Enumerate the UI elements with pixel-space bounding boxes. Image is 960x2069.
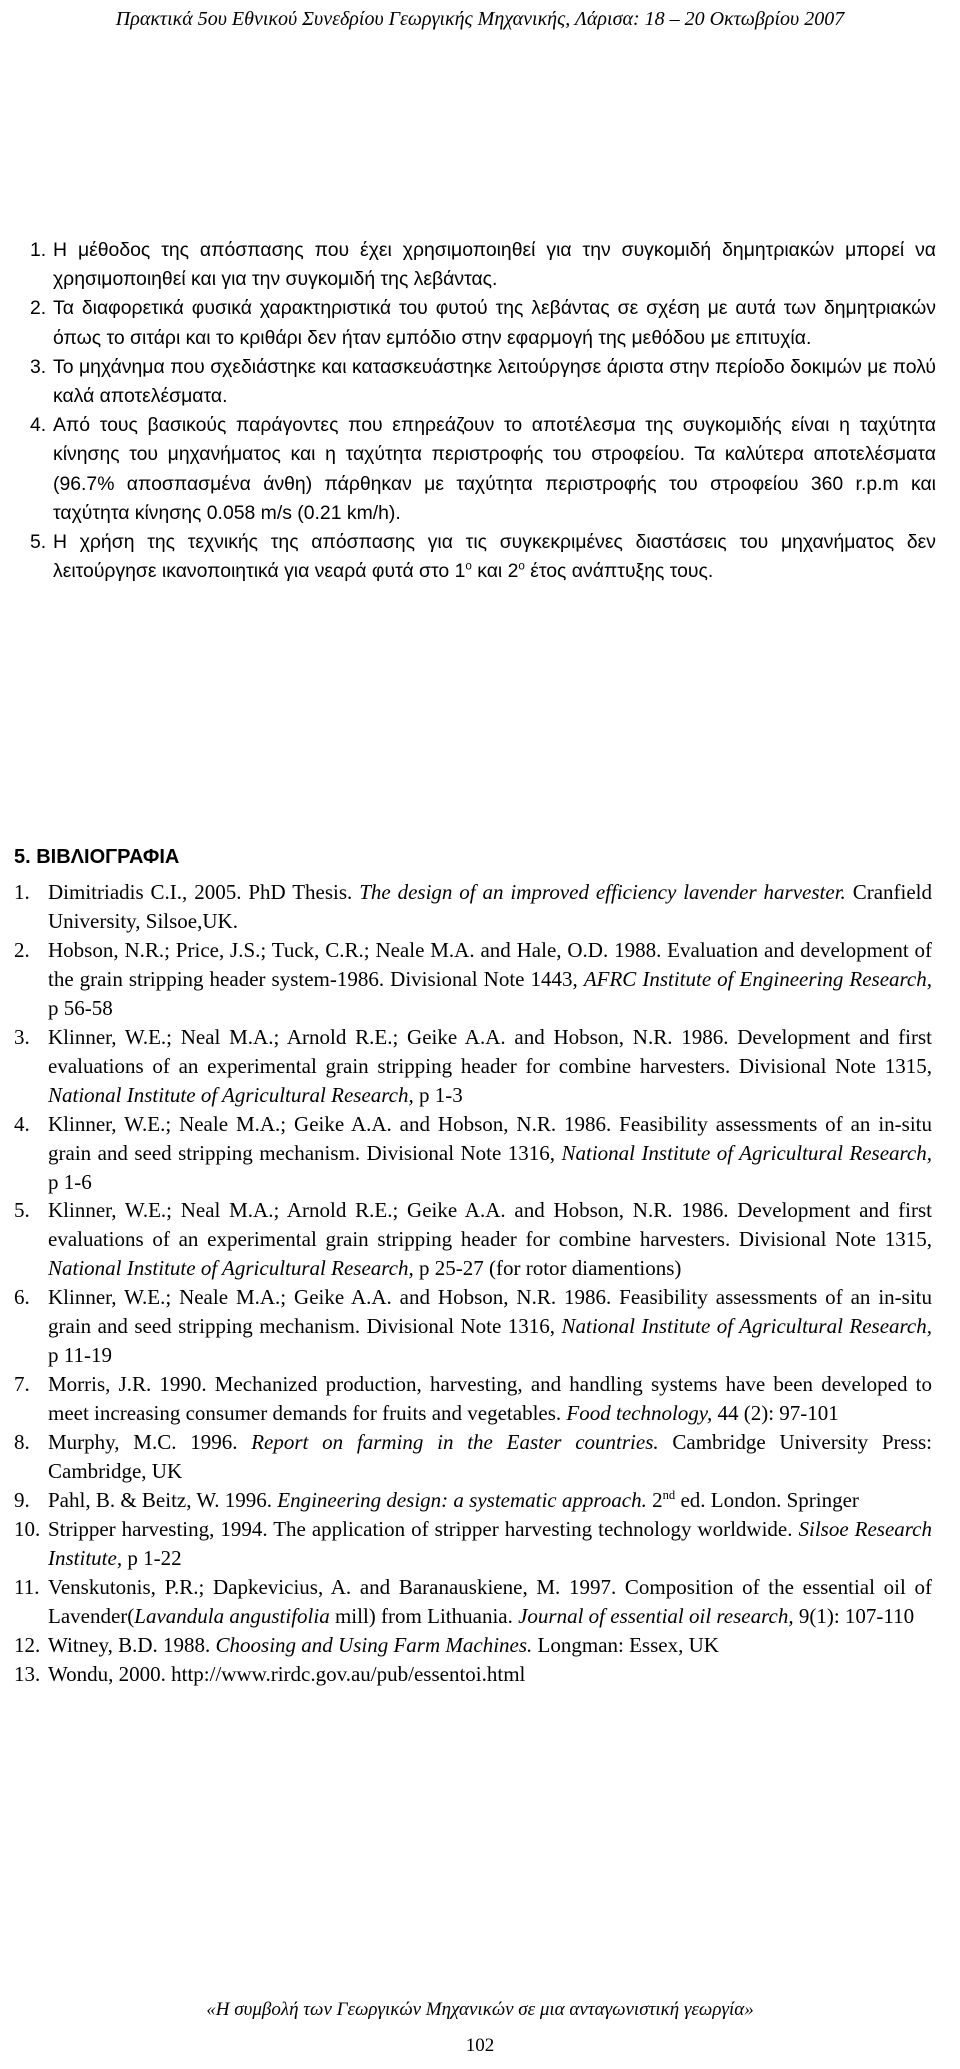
reference-text: Murphy, M.C. 1996. Report on farming in the Easter countries. Cambridge University Press: Cambridge, UK [48, 1430, 933, 1484]
reference-item [14, 1631, 932, 1660]
reference-item [14, 1023, 932, 1110]
reference-number: 12. [14, 1632, 41, 1657]
reference-number: 4. [14, 1111, 30, 1136]
reference-number: 5. [14, 1198, 30, 1223]
reference-item [14, 1196, 932, 1283]
reference-item [14, 1428, 932, 1486]
conclusion-item [30, 411, 936, 528]
reference-text: Hobson, N.R.; Price, J.S.; Tuck, C.R.; Neale M.A. and Hale, O.D. 1988. Evaluation and development of the grain stripping header system-1986. Divisional Note 1443, AFRC Institute of Engineering Research, p 56-58 [48, 937, 932, 1020]
reference-text: Venskutonis, P.R.; Dapkevicius, A. and Baranauskiene, M. 1997. Composition of the essential oil of Lavender(Lavandula angustifolia mill) from Lithuania. Journal of essential oil research, 9(1): 107-110 [48, 1574, 932, 1628]
conclusion-text: Από τους βασικούς παράγοντες που επηρεάζουν το αποτέλεσμα της συγκομιδής είναι η ταχύτητα κίνησης του μηχανήματος και η ταχύτητα περιστροφής του στροφείου. Τα καλύτερα αποτελέσματα (96.7% αποσπασμένα άνθη) πάρθηκαν με ταχύτητα περιστροφής του στροφείου 360 r.p.m και ταχύτητα κίνησης 0.058 m/s (0.21 km/h). [53, 414, 936, 524]
conclusion-number: 2. [30, 297, 47, 320]
reference-item [14, 1515, 932, 1573]
reference-text: Klinner, W.E.; Neale M.A.; Geike A.A. and Hobson, N.R. 1986. Feasibility assessments of an in-situ grain and seed stripping mechanism. Divisional Note 1316, National Institute of Agricultural Research, p 1-6 [48, 1111, 932, 1194]
running-footer: «Η συμβολή των Γεωργικών Μηχανικών σε μια ανταγωνιστική γεωργία» [206, 1999, 754, 2020]
reference-text: Klinner, W.E.; Neal M.A.; Arnold R.E.; Geike A.A. and Hobson, N.R. 1986. Development and first evaluations of an experimental grain stripping header for combine harvesters. Divisional Note 1315, National Institute of Agricultural Research, p 1-3 [48, 1024, 932, 1107]
reference-item [14, 878, 932, 936]
conclusions-list [30, 236, 936, 586]
reference-number: 1. [14, 880, 30, 904]
reference-text: Wondu, 2000. http://www.rirdc.gov.au/pub/essentoi.html [48, 1661, 526, 1686]
reference-item [14, 1486, 932, 1515]
conclusion-item [30, 294, 936, 352]
conclusion-text: Τα διαφορετικά φυσικά χαρακτηριστικά του φυτού της λεβάντας σε σχέση με αυτά των δημητριακών όπως το σιτάρι και το κριθάρι δεν ήταν εμπόδιο στην εφαρμογή της μεθόδου με επιτυχία. [53, 297, 936, 349]
conclusion-item [30, 236, 936, 294]
conclusion-number: 4. [30, 414, 47, 437]
reference-text: Klinner, W.E.; Neal M.A.; Arnold R.E.; Geike A.A. and Hobson, N.R. 1986. Development and first evaluations of an experimental grain stripping header for combine harvesters. Divisional Note 1315, National Institute of Agricultural Research, p 25-27 (for rotor diamentions) [48, 1198, 932, 1281]
ordinal-superscript: nd [662, 1488, 676, 1503]
reference-item [14, 1110, 932, 1197]
reference-text: Klinner, W.E.; Neale M.A.; Geike A.A. and Hobson, N.R. 1986. Feasibility assessments of an in-situ grain and seed stripping mechanism. Divisional Note 1316, National Institute of Agricultural Research, p 11-19 [48, 1285, 932, 1368]
reference-item [14, 1573, 932, 1631]
references-list [14, 878, 932, 1689]
reference-text: Stripper harvesting, 1994. The application of stripper harvesting technology worldwide. Silsoe Research Institute, p 1-22 [48, 1516, 932, 1570]
reference-number: 9. [14, 1488, 30, 1513]
reference-number: 7. [14, 1372, 30, 1397]
reference-item [14, 1283, 932, 1370]
reference-number: 3. [14, 1024, 30, 1049]
conclusion-number: 1. [30, 239, 47, 261]
conclusion-text: Το μηχάνημα που σχεδιάστηκε και κατασκευάστηκε λειτούργησε άριστα στην περίοδο δοκιμών με πολύ καλά αποτελέσματα. [53, 355, 936, 408]
references-heading: 5. ΒΙΒΛΙΟΓΡΑΦΙΑ [14, 846, 180, 868]
conclusion-item [30, 353, 936, 411]
reference-number: 2. [14, 937, 30, 962]
reference-number: 10. [14, 1516, 41, 1541]
conclusion-text: Η χρήση της τεχνικής της απόσπασης για τις συγκεκριμένες διαστάσεις του μηχανήματος δεν λειτούργησε ικανοποιητικά για νεαρά φυτά στο $1^o$ και $2^o$ έτος ανάπτυξης τους. [53, 531, 936, 583]
ordinal-superscript: ο [518, 559, 525, 573]
reference-text: Dimitriadis C.I., 2005. PhD Thesis. The design of an improved efficiency lavender harvester. Cranfield University, Silsoe,UK. [48, 880, 932, 933]
conclusion-number: 3. [30, 355, 47, 378]
reference-number: 11. [14, 1574, 40, 1599]
conclusion-number: 5. [30, 531, 47, 554]
reference-text: Witney, B.D. 1988. Choosing and Using Farm Machines. Longman: Essex, UK [48, 1632, 719, 1657]
reference-item [14, 1660, 932, 1689]
reference-item [14, 1370, 932, 1428]
running-header: Πρακτικά 5ου Εθνικού Συνεδρίου Γεωργικής Μηχανικής, Λάρισα: 18 – 20 Οκτωβρίου 2007 [115, 8, 845, 30]
page-number: 102 [465, 2035, 495, 2056]
reference-number: 8. [14, 1430, 30, 1455]
reference-text: Pahl, B. & Beitz, W. 1996. Engineering design: a systematic approach. 2nd ed. London. Springer [48, 1488, 859, 1513]
conclusion-item [30, 528, 936, 586]
reference-item [14, 936, 932, 1023]
conclusion-text: Η μέθοδος της απόσπασης που έχει χρησιμοποιηθεί για την συγκομιδή δημητριακών μπορεί να χρησιμοποιηθεί και για την συγκομιδή της λεβάντας. [53, 239, 936, 291]
reference-number: 6. [14, 1285, 30, 1310]
reference-text: Morris, J.R. 1990. Mechanized production, harvesting, and handling systems have been developed to meet increasing consumer demands for fruits and vegetables. Food technology, 44 (2): 97-101 [48, 1372, 932, 1426]
reference-number: 13. [14, 1661, 41, 1686]
ordinal-superscript: ο [465, 559, 472, 573]
